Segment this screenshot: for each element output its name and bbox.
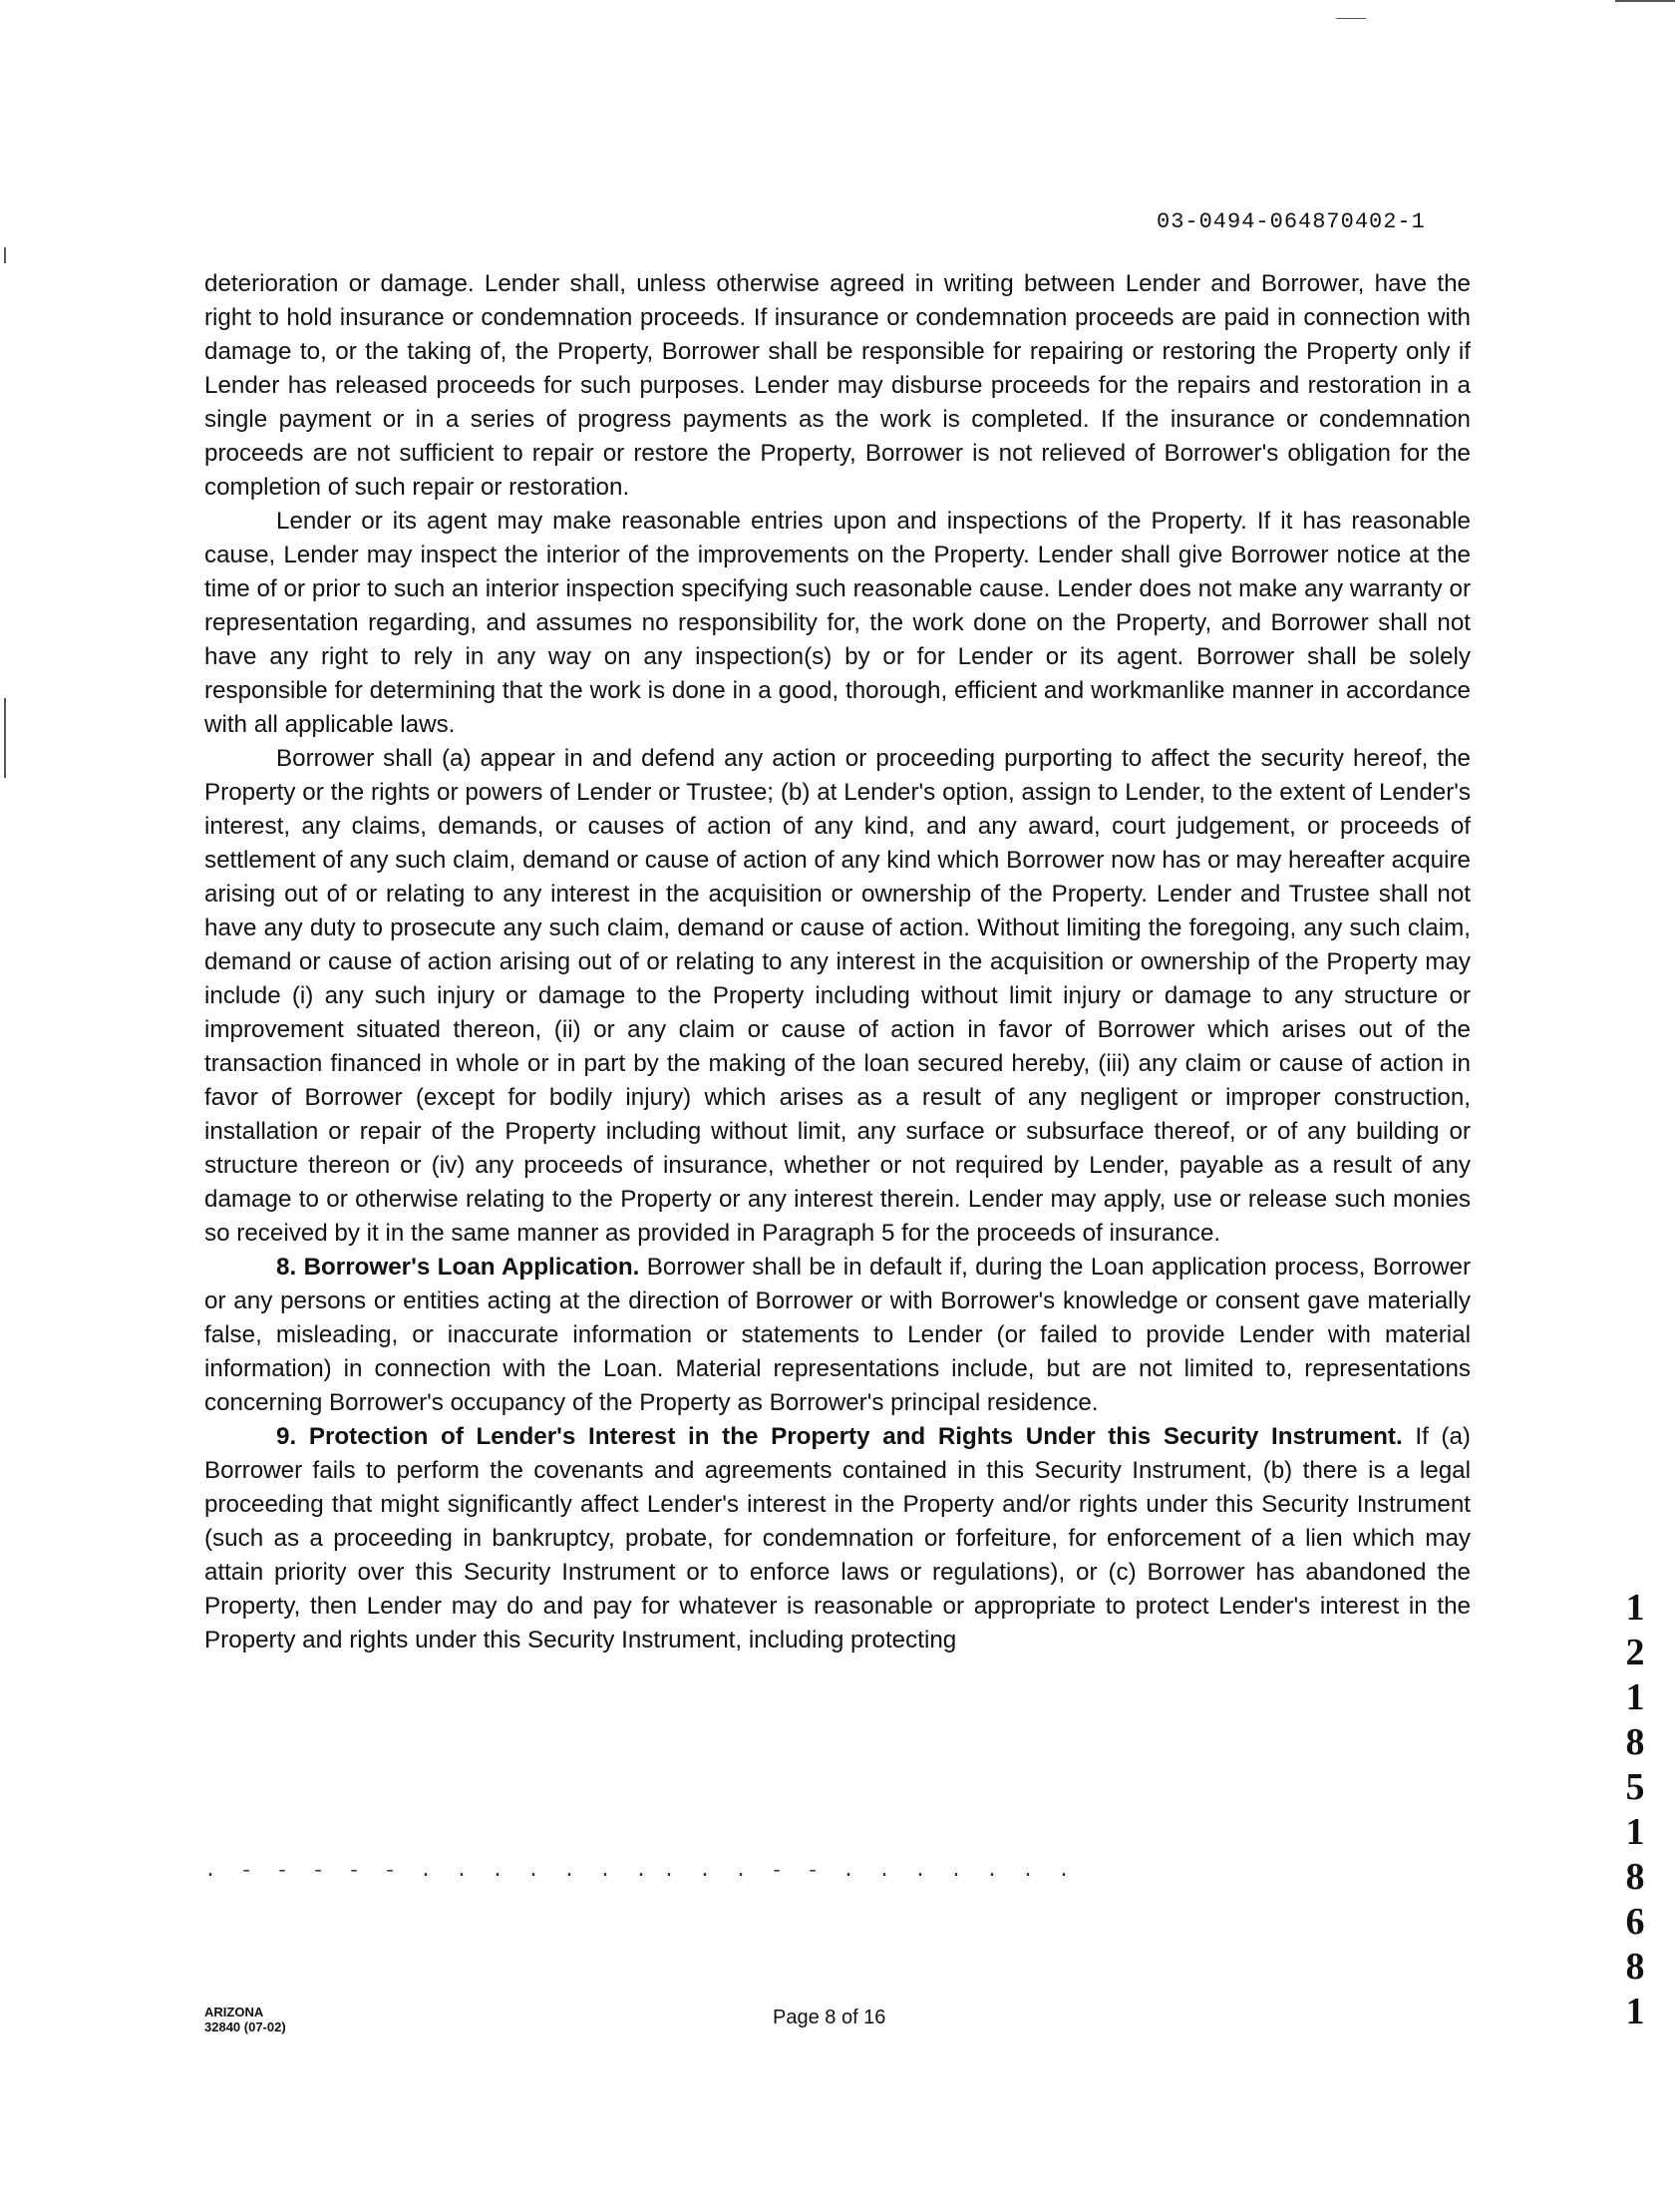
- paragraph-defend-action: Borrower shall (a) appear in and defend any action or proceeding purporting to affect the security hereof, the Property or the rights or powers of Lender or Trustee; (b) at Lender's option, assign to Lender, to the extent of Lender's interest, any claims, demands, or causes of action of any kind, and any award, court judgement, or proceeds of settlement of any such claim, demand or cause of action of any kind which Borrower now has or may hereafter acquire arising out of or relating to any interest in the acquisition or ownership of the Property. Lender and Trustee shall not have any duty to prosecute any such claim, demand or cause of action. Without limiting the foregoing, any such claim, demand or cause of action arising out of or relating to any interest in the acquisition or ownership of the Property may include (i) any such injury or damage to the Property including without limit injury or damage to any structure or improvement situated thereon, (ii) or any claim or cause of action in favor of Borrower which arises out of the transaction financed in whole or in part by the making of the loan secured hereby, (iii) any claim or cause of action in favor of Borrower (except for bodily injury) which arises as a result of any negligent or improper construction, installation or repair of the Property including without limit, any surface or subsurface thereof, or of any building or structure thereon or (iv) any proceeds of insurance, whether or not required by Lender, payable as a result of any damage to or otherwise relating to the Property or any interest therein. Lender may apply, use or release such monies so received by it in the same manner as provided in Paragraph 5 for the proceeds of insurance.: [204, 745, 1471, 1247]
- stamp-char: 1: [1625, 1587, 1645, 1629]
- scan-artifact-line: [1336, 18, 1366, 19]
- paragraph-loan-application: [204, 1251, 1471, 1420]
- stamp-char: 1: [1625, 1676, 1645, 1718]
- stamp-char: 8: [1625, 1856, 1645, 1898]
- document-body: [204, 267, 1471, 1657]
- paragraph-insurance-proceeds: deterioration or damage. Lender shall, unless otherwise agreed in writing between Lender and Borrower, have the right to hold insurance or condemnation proceeds. If insurance or condemnation proceeds are paid in connection with damage to, or the taking of, the Property, Borrower shall be responsible for repairing or restoring the Property only if Lender has released proceeds for such purposes. Lender may disburse proceeds for the repairs and restoration in a single payment or in a series of progress payments as the work is completed. If the insurance or condemnation proceeds are not sufficient to repair or restore the Property, Borrower is not relieved of Borrower's obligation for the completion of such repair or restoration.: [204, 270, 1471, 501]
- paragraph-protection-of-interest: [204, 1420, 1471, 1657]
- scan-artifact-tick: [4, 698, 6, 778]
- stamp-char: 8: [1625, 1721, 1645, 1763]
- paragraph-inspection: Lender or its agent may make reasonable entries upon and inspections of the Property. If it has reasonable cause, Lender may inspect the interior of the improvements on the Property. Lender shall give Borrower notice at the time of or prior to such an interior inspection specifying such reasonable cause. Lender does not make any warranty or representation regarding, and assumes no responsibility for, the work done on the Property, and Borrower shall not have any right to rely in any way on any inspection(s) by or for Lender or its agent. Borrower shall be solely responsible for determining that the work is done in a good, thorough, efficient and workmanlike manner in accordance with all applicable laws.: [204, 508, 1471, 738]
- stamp-char: 1: [1625, 1991, 1645, 2032]
- loan-number: 03-0494-064870402-1: [1157, 209, 1426, 234]
- section-heading-8: 8. Borrower's Loan Application.: [276, 1254, 640, 1281]
- form-code: 32840 (07-02): [204, 2020, 286, 2034]
- stamp-char: 1: [1625, 1811, 1645, 1853]
- form-identifier: [204, 2005, 286, 2034]
- section-text-8: Borrower shall be in default if, during the Loan application process, Borrower or any persons or entities acting at the direction of Borrower or with Borrower's knowledge or consent gave materially false, misleading, or inaccurate information or statements to Lender (or failed to provide Lender with material information) in connection with the Loan. Material representations include, but are not limited to, representations concerning Borrower's occupancy of the Property as Borrower's principal residence.: [204, 1254, 1472, 1416]
- scan-artifact-tick: [4, 247, 6, 263]
- scan-artifact-line: [1615, 0, 1675, 2]
- stamp-char: 8: [1625, 1946, 1645, 1988]
- section-text-9: If (a) Borrower fails to perform the covenants and agreements contained in this Security Instrument, (b) there is a legal proceeding that might significantly affect Lender's interest in the Property and/or rights under this Security Instrument (such as a proceeding in bankruptcy, probate, for condemnation or forfeiture, for enforcement of a lien which may attain priority over this Security Instrument or to enforce laws or regulations), or (c) Borrower has abandoned the Property, then Lender may do and pay for whatever is reasonable or appropriate to protect Lender's interest in the Property and rights under this Security Instrument, including protecting: [204, 1423, 1471, 1653]
- stamp-char: 5: [1625, 1766, 1645, 1808]
- recording-stamp: [1620, 1586, 1650, 2034]
- section-heading-9: 9. Protection of Lender's Interest in the Property and Rights Under this Security Instrument.: [276, 1423, 1403, 1450]
- form-state: ARIZONA: [204, 2005, 264, 2020]
- scan-artifact-dots: . . . - - . . . . . . .: [663, 1860, 1077, 1883]
- page-number: Page 8 of 16: [773, 2007, 886, 2028]
- scan-artifact-dots: . - - - - - . . . . . . .: [204, 1860, 654, 1883]
- stamp-char: 6: [1625, 1901, 1645, 1943]
- stamp-char: 2: [1625, 1632, 1645, 1673]
